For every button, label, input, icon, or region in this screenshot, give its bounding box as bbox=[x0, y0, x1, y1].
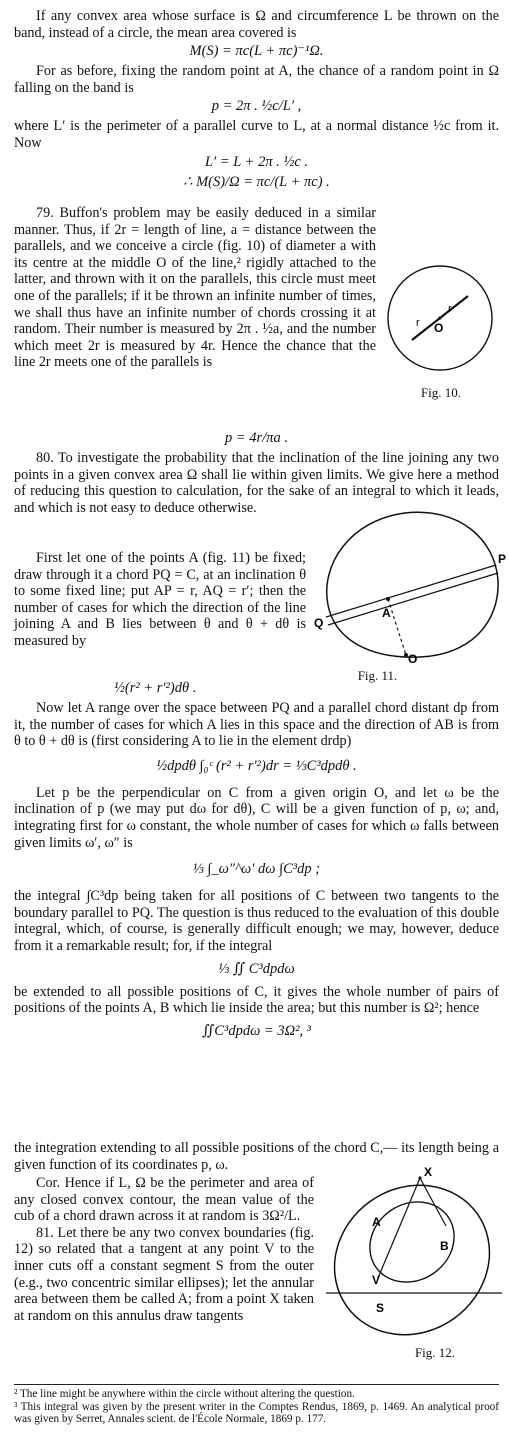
figure-10 bbox=[382, 260, 500, 400]
figure-12-diagram bbox=[316, 1150, 504, 1340]
figure-11-diagram bbox=[310, 505, 507, 666]
fig11-label-a: A bbox=[382, 606, 391, 620]
equation-5: p = 4r/πa . bbox=[225, 430, 288, 446]
top-block bbox=[14, 8, 499, 194]
section-79 bbox=[14, 205, 376, 371]
equation-3: L′ = L + 2π . ½c . bbox=[204, 153, 309, 170]
paragraph-81: 81. Let there be any two convex boundaries (fig. 12) so related that a tangent at any point V to the inner cuts off a constant segment S from the outer (e.g., two concentric similar ellipses); let the annular area between them be called A; from a point X taken at random on this annulus draw tangents bbox=[14, 1224, 314, 1324]
figure-10-diagram bbox=[382, 260, 500, 380]
fig11-label-o: O bbox=[408, 652, 418, 666]
fig12-label-b: B bbox=[440, 1239, 449, 1253]
footnote-2: ² The line might be anywhere within the circle without altering the question. bbox=[14, 1388, 355, 1400]
footnote-rule bbox=[14, 1384, 499, 1385]
fig12-label-x: X bbox=[424, 1165, 433, 1179]
paragraph-80a: 80. To investigate the probability that the inclination of the line joining any two points in a given convex area Ω shall lie within given limits. We give here a method of reducing this question to calculation, for the sake of an integral to which it leads, and which is not easy to deduce otherwise. bbox=[14, 450, 499, 516]
figure-12 bbox=[316, 1150, 504, 1360]
paragraph-80e: the integral ∫C³dp being taken for all positions of C between two tangents to the boundary parallel to PQ. The question is thus reduced to the evaluation of this double integral, which, of course, is generally difficult enough; we may, however, deduce from it a remarkable result; for, if the integral bbox=[14, 888, 499, 954]
paragraph-80f: be extended to all possible positions of C, it gives the whole number of pairs of positions of the points A, B which lie inside the area; but this number is Ω²; hence bbox=[14, 983, 499, 1017]
equation-4: ∴ M(S)/Ω = πc/(L + πc) . bbox=[183, 173, 330, 190]
footnote-3: ³ This integral was given by the present writer in the Comptes Rendus, 1869, p. 1469. An analytical proof was given by Serret, Annales scient. de l'École Normale, 1869 p. 177. bbox=[14, 1400, 499, 1426]
paragraph-79: 79. Buffon's problem may be easily deduced in a similar manner. Thus, if 2r = length of line, a = distance between the parallels, and we conceive a circle (fig. 10) of diameter a with its centre at the middle O of the line,² rigidly attached to the latter, and thrown with it on the parallels, this circle must meet one of the parallels; if it be thrown an infinite number of times, we shall thus have an infinite number of chords crossing it at random. Their number is measured by 2π . ½a, and the number which meet 2r is measured by 4r. Hence the chance that the line 2r meets one of the parallels is bbox=[14, 205, 376, 371]
fig12-label-s: S bbox=[376, 1301, 385, 1315]
equation-7: ½dpdθ ∫₀ᶜ (r² + r′²)dr = ⅓C³dpdθ . bbox=[156, 757, 357, 774]
equation-6: ½(r² + r′²)dθ . bbox=[114, 680, 197, 696]
paragraph-p2: For as before, fixing the random point at A, the chance of a random point in Ω falling on the band is bbox=[14, 63, 499, 96]
section-80-narrow bbox=[14, 498, 306, 650]
paragraph-80c: Now let A range over the space between PQ and a parallel chord distant dp from it, the number of cases for which A lies in this space and the direction of AB is from θ to θ + dθ is (first considering A to lie in the element drdp) bbox=[14, 700, 499, 750]
figure-11 bbox=[310, 505, 507, 683]
equation-8: ⅓ ∫_ω″^ω′ dω ∫C³dp ; bbox=[192, 861, 321, 878]
fig11-label-q: Q bbox=[314, 616, 324, 630]
footnotes bbox=[14, 1378, 499, 1426]
equation-10: ∬C³dpdω = 3Ω², ³ bbox=[201, 1022, 312, 1039]
fig12-label-v: V bbox=[372, 1273, 381, 1287]
figure-11-caption: Fig. 11. bbox=[357, 668, 398, 683]
equation-2: p = 2π . ½c/L′ , bbox=[211, 98, 302, 115]
fig10-label-r2: r bbox=[416, 317, 420, 329]
equation-1: M(S) = πc(L + πc)⁻¹Ω. bbox=[189, 43, 324, 60]
figure-10-caption: Fig. 10. bbox=[420, 385, 462, 400]
paragraph-p1: If any convex area whose surface is Ω and circumference L be thrown on the band, instead of a circle, the mean area covered is bbox=[14, 8, 499, 41]
section-cor-81 bbox=[14, 1175, 314, 1324]
fig11-label-p: P bbox=[498, 552, 507, 566]
paragraph-p3: where L′ is the perimeter of a parallel curve to L, at a normal distance ½c from it. Now bbox=[14, 118, 499, 151]
equation-9: ⅓ ∬ C³dpdω bbox=[218, 960, 295, 977]
paragraph-80g: the integration extending to all possible positions of the chord C,— its length being a given function of its coordinates p, ω. bbox=[14, 1140, 499, 1173]
paragraph-80d: Let p be the perpendicular on C from a given origin O, and let ω be the inclination of p (we may put dω for dθ), C will be a given function of p, ω; and, integrating first for ω constant, the whole number of cases for which ω falls between given limits ω′, ω″ is bbox=[14, 784, 499, 851]
paragraph-80b: First let one of the points A (fig. 11) be fixed; draw through it a chord PQ = C, at an inclination θ to some fixed line; put AP = r, AQ = r′; then the number of cases for which the direction of the line joining A and B lies between θ and θ + dθ is measured by bbox=[14, 550, 306, 649]
fig10-label-o: O bbox=[434, 321, 444, 335]
section-80-body bbox=[14, 678, 499, 1046]
figure-12-caption: Fig. 12. bbox=[414, 1345, 456, 1360]
paragraph-cor: Cor. Hence if L, Ω be the perimeter and area of any closed convex contour, the mean value of the cub of a chord drawn across it at random is 3Ω²/L. bbox=[14, 1175, 314, 1225]
fig12-label-a: A bbox=[372, 1215, 381, 1229]
fig10-label-r1: r bbox=[448, 303, 452, 315]
